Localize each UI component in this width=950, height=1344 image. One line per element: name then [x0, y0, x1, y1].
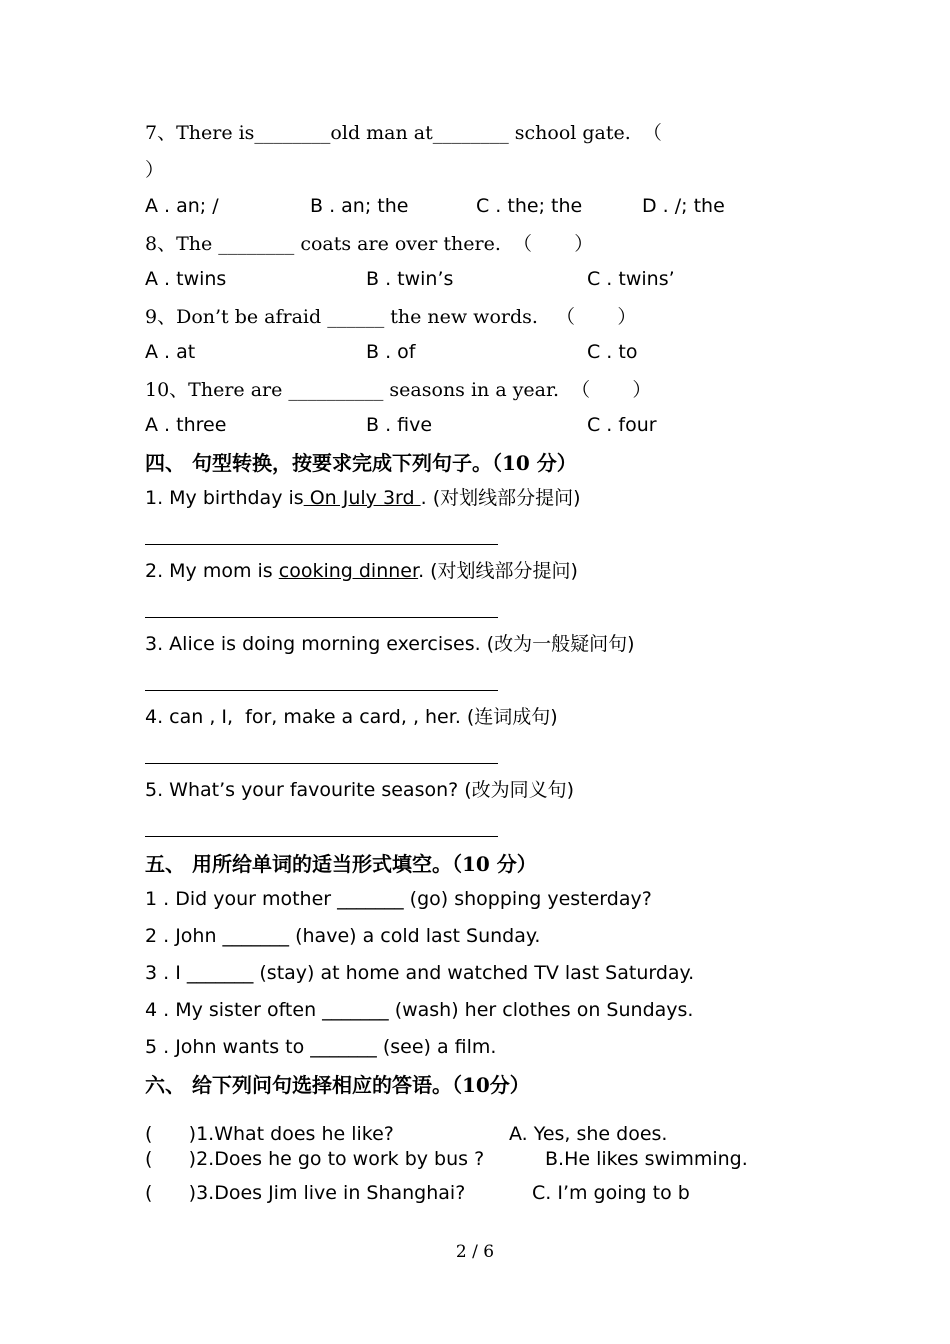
s5-item-4: 4 . My sister often _______ (wash) her clothes on Sundays.: [145, 999, 694, 1021]
question-7-paren: ）: [145, 159, 165, 181]
s6-question-2: ( )2.Does he go to work by bus ?: [145, 1148, 485, 1170]
q7-option-d: D . /; the: [642, 195, 725, 217]
s4-answer-line-2[interactable]: [145, 617, 498, 618]
q8-option-c: C . twins’: [587, 268, 675, 290]
page-number: 2 / 6: [455, 1242, 495, 1262]
s4-answer-line-5[interactable]: [145, 836, 498, 837]
s4-item-2-underlined: cooking dinner: [278, 560, 419, 582]
q7-option-b: B . an; the: [310, 195, 409, 217]
q10-option-c: C . four: [587, 414, 657, 436]
s6-answer-a: A. Yes, she does.: [509, 1123, 668, 1145]
q8-option-a: A . twins: [145, 268, 227, 290]
s4-item-1: 1. My birthday is On July 3rd . (对划线部分提问): [145, 487, 581, 509]
s4-item-3: 3. Alice is doing morning exercises. (改为一般疑问句): [145, 633, 635, 655]
q8-option-b: B . twin’s: [366, 268, 454, 290]
q10-option-b: B . five: [366, 414, 433, 436]
s5-item-5: 5 . John wants to _______ (see) a film.: [145, 1036, 497, 1058]
q9-option-c: C . to: [587, 341, 638, 363]
s5-item-2: 2 . John _______ (have) a cold last Sunday.: [145, 925, 541, 947]
section-5-heading: 五、 用所给单词的适当形式填空。（10 分）: [145, 852, 537, 876]
question-9: 9、Don’t be afraid ______ the new words. （ ）: [145, 306, 637, 328]
s6-question-1: ( )1.What does he like?: [145, 1123, 394, 1145]
section-6-heading: 六、 给下列问句选择相应的答语。（10分）: [145, 1073, 530, 1097]
section-4-heading: 四、 句型转换，按要求完成下列句子。（10 分）: [145, 451, 577, 475]
q10-option-a: A . three: [145, 414, 227, 436]
s5-item-3: 3 . I _______ (stay) at home and watched TV last Saturday.: [145, 962, 695, 984]
s4-answer-line-3[interactable]: [145, 690, 498, 691]
q7-option-c: C . the; the: [476, 195, 583, 217]
question-7: 7、There is________old man at________ school gate. （: [145, 122, 662, 144]
s4-item-2: 2. My mom is cooking dinner. (对划线部分提问): [145, 560, 578, 582]
s4-item-4: 4. can , I, for, make a card, , her. (连词成句): [145, 706, 558, 728]
s6-answer-b: B.He likes swimming.: [545, 1148, 748, 1170]
q9-option-a: A . at: [145, 341, 196, 363]
q9-option-b: B . of: [366, 341, 416, 363]
s4-item-5: 5. What’s your favourite season? (改为同义句): [145, 779, 575, 801]
s6-answer-c: C. I’m going to b: [532, 1182, 690, 1204]
s4-item-1-underlined: On July 3rd: [303, 487, 421, 509]
q7-option-a: A . an; /: [145, 195, 219, 217]
s5-item-1: 1 . Did your mother _______ (go) shopping yesterday?: [145, 888, 652, 910]
s6-question-3: ( )3.Does Jim live in Shanghai?: [145, 1182, 466, 1204]
s4-answer-line-4[interactable]: [145, 763, 498, 764]
s4-answer-line-1[interactable]: [145, 544, 498, 545]
question-10: 10、There are __________ seasons in a year. （ ）: [145, 379, 652, 401]
question-8: 8、The ________ coats are over there. （ ）: [145, 233, 594, 255]
